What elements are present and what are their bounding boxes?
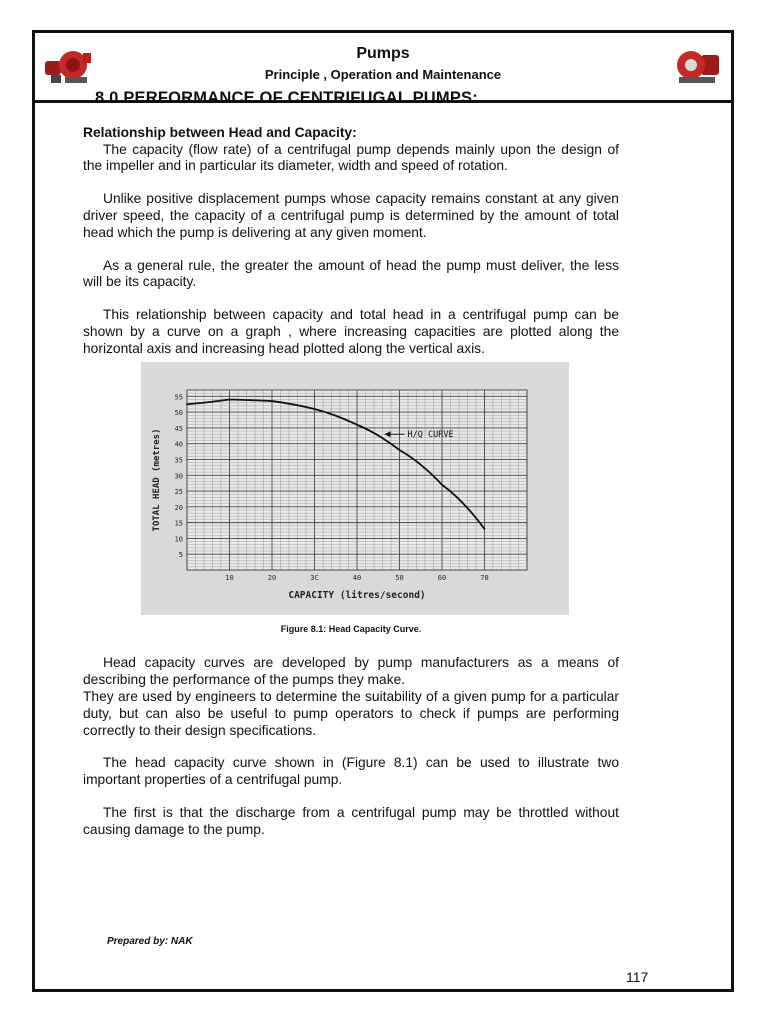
curve-annotation: H/Q CURVE — [407, 429, 454, 440]
x-tick-label: 50 — [395, 573, 404, 582]
y-tick-label: 20 — [174, 503, 183, 512]
y-tick-label: 25 — [174, 487, 183, 496]
x-tick-label: 40 — [352, 573, 362, 582]
y-tick-label: 30 — [174, 471, 183, 480]
paragraph: Unlike positive displacement pumps whose capacity remains constant at any given driver speed, the capacity of a centrifugal pump is determined by the amount of total head which the pump is delivering at any given moment. — [83, 191, 619, 240]
y-tick-label: 15 — [174, 519, 183, 528]
section-heading: 8.0 PERFORMANCE OF CENTRIFUGAL PUMPS: — [95, 89, 478, 107]
page-content — [83, 90, 619, 855]
paragraph: The first is that the discharge from a centrifugal pump may be throttled without causing damage to the pump. — [83, 804, 619, 837]
x-tick-label: 3C — [310, 573, 319, 582]
header-subtitle: Principle , Operation and Maintenance — [264, 67, 502, 82]
y-axis-label: TOTAL HEAD (metres) — [152, 428, 162, 532]
y-tick-label: 55 — [174, 392, 183, 401]
x-tick-label: 60 — [437, 573, 447, 582]
data-point — [356, 423, 358, 425]
page-number: 117 — [626, 969, 649, 985]
pump-icon — [673, 45, 723, 87]
data-point — [484, 528, 486, 530]
header-title: Pumps — [356, 45, 410, 62]
paragraph: This relationship between capacity and total head in a centrifugal pump can be shown by a curve on a graph , where increasing capacities are plotted along the horizontal axis and increasing head plotted along the vertical axis. — [83, 307, 619, 356]
x-tick-label: 10 — [225, 573, 234, 582]
prepared-by: Prepared by: NAK — [107, 936, 193, 947]
figure-caption: Figure 8.1: Head Capacity Curve. — [280, 623, 422, 634]
x-tick-label: 70 — [480, 573, 489, 582]
data-point — [441, 483, 443, 485]
subheading: Relationship between Head and Capacity: — [83, 124, 357, 140]
paragraph: The capacity (flow rate) of a centrifugal pump depends mainly upon the design of the impeller and in particular its diameter, width and speed of rotation. — [83, 141, 619, 174]
paragraph: As a general rule, the greater the amount of head the pump must deliver, the less will be its capacity. — [83, 257, 619, 290]
head-capacity-chart — [141, 362, 569, 615]
data-point — [186, 403, 188, 405]
y-tick-label: 50 — [174, 408, 183, 417]
paragraph: Head capacity curves are developed by pump manufacturers as a means of describing the performance of the pumps they make. — [83, 655, 619, 688]
y-tick-label: 40 — [174, 440, 183, 449]
x-axis-label: CAPACITY (litres/second) — [288, 589, 426, 601]
y-tick-label: 35 — [174, 456, 183, 465]
figure-head-capacity — [141, 362, 569, 615]
data-point — [314, 408, 316, 410]
y-tick-label: 5 — [178, 550, 183, 559]
y-tick-label: 10 — [174, 534, 183, 543]
paragraph: The head capacity curve shown in (Figure 8.1) can be used to illustrate two important properties of a centrifugal pump. — [83, 755, 619, 788]
y-tick-label: 45 — [174, 424, 183, 433]
data-point — [229, 398, 231, 400]
data-point — [271, 400, 273, 402]
x-tick-label: 20 — [267, 573, 277, 582]
data-point — [399, 449, 401, 451]
paragraph: They are used by engineers to determine the suitability of a given pump for a particular duty, but can also be useful to pump operators to check if pumps are performing correctly to their design specifications. — [83, 688, 619, 738]
